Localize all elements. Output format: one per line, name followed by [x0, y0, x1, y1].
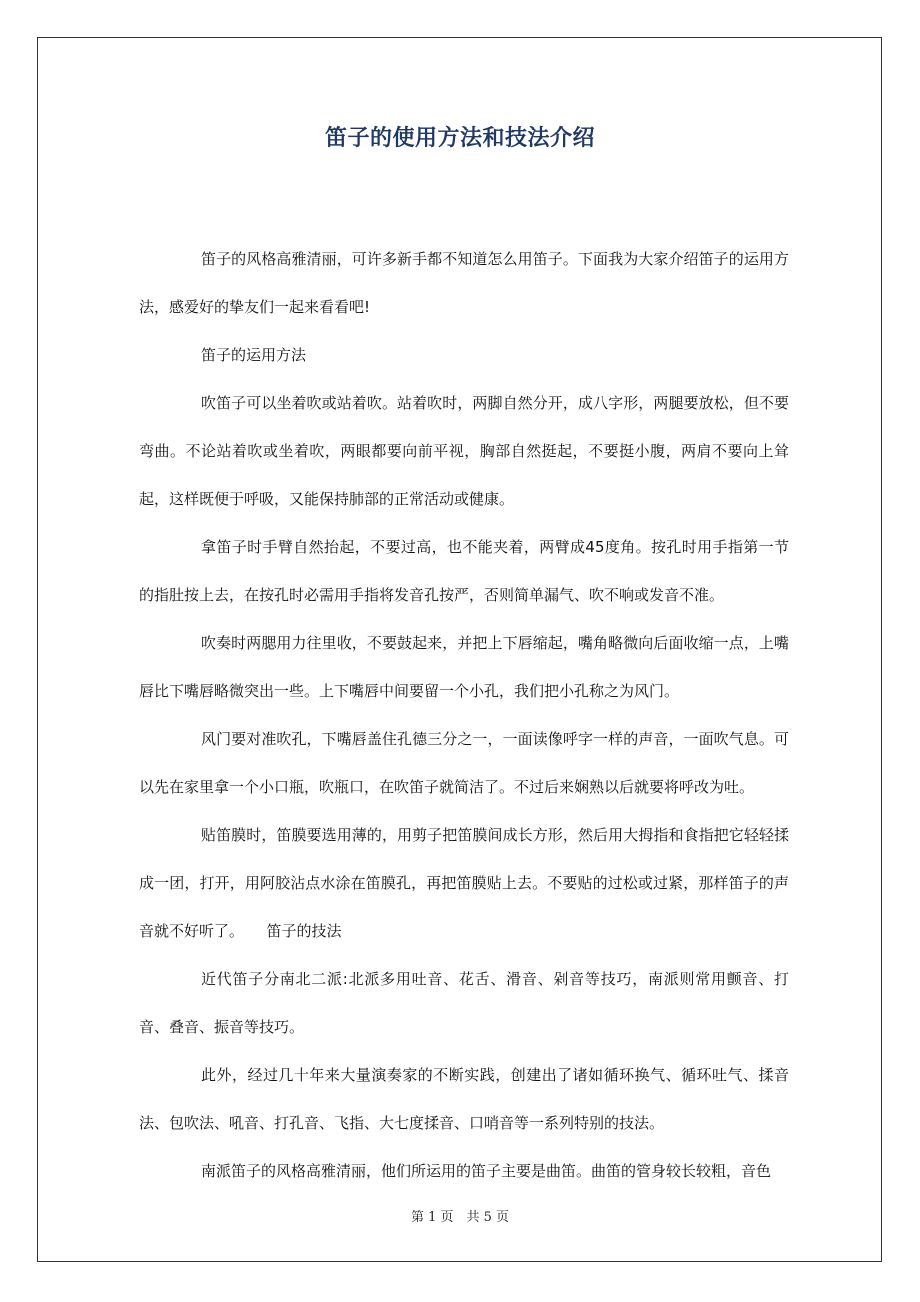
paragraph-intro: 笛子的风格高雅清丽，可许多新手都不知道怎么用笛子。下面我为大家介绍笛子的运用方法，感爱好的挚友们一起来看看吧! [139, 250, 789, 316]
document-body [139, 235, 789, 1195]
paragraph-schools: 近代笛子分南北二派:北派多用吐音、花舌、滑音、剁音等技巧，南派则常用颤音、打音、叠音、振音等技巧。 [139, 970, 789, 1036]
page-number: 第 1 页 共 5 页 [410, 1210, 510, 1225]
paragraph-techniques: 此外，经过几十年来大量演奏家的不断实践，创建出了诸如循环换气、循环吐气、揉音法、包吹法、吼音、打孔音、飞指、大七度揉音、口哨音等一系列特别的技法。 [139, 1066, 789, 1132]
paragraph-embouchure: 吹奏时两腮用力往里收，不要鼓起来，并把上下唇缩起，嘴角略微向后面收缩一点，上嘴唇比下嘴唇略微突出一些。上下嘴唇中间要留一个小孔，我们把小孔称之为风门。 [139, 634, 789, 700]
paragraph-holding: 拿笛子时手臂自然抬起，不要过高，也不能夹着，两臂成45度角。按孔时用手指第一节的指肚按上去，在按孔时必需用手指将发音孔按严，否则简单漏气、吹不响或发音不准。 [139, 538, 789, 604]
paragraph-membrane: 贴笛膜时，笛膜要选用薄的，用剪子把笛膜间成长方形，然后用大拇指和食指把它轻轻揉成一团，打开，用阿胶沾点水涂在笛膜孔，再把笛膜贴上去。不要贴的过松或过紧，那样笛子的声音就不好听了。 笛子的技法 [139, 826, 789, 940]
page-footer [0, 1206, 920, 1225]
heading-usage-method: 笛子的运用方法 [201, 346, 307, 364]
paragraph-southern-school: 南派笛子的风格高雅清丽，他们所运用的笛子主要是曲笛。曲笛的管身较长较粗，音色 [201, 1162, 772, 1180]
paragraph-posture: 吹笛子可以坐着吹或站着吹。站着吹时，两脚自然分开，成八字形，两腿要放松，但不要弯曲。不论站着吹或坐着吹，两眼都要向前平视，胸部自然挺起，不要挺小腹，两肩不要向上耸起，这样既便于呼吸，又能保持肺部的正常活动或健康。 [139, 394, 789, 508]
document-title: 笛子的使用方法和技法介绍 [324, 126, 595, 151]
paragraph-air-gate: 风门要对准吹孔，下嘴唇盖住孔德三分之一，一面读像呼字一样的声音，一面吹气息。可以先在家里拿一个小口瓶，吹瓶口，在吹笛子就简洁了。不过后来娴熟以后就要将呼改为吐。 [139, 730, 789, 796]
